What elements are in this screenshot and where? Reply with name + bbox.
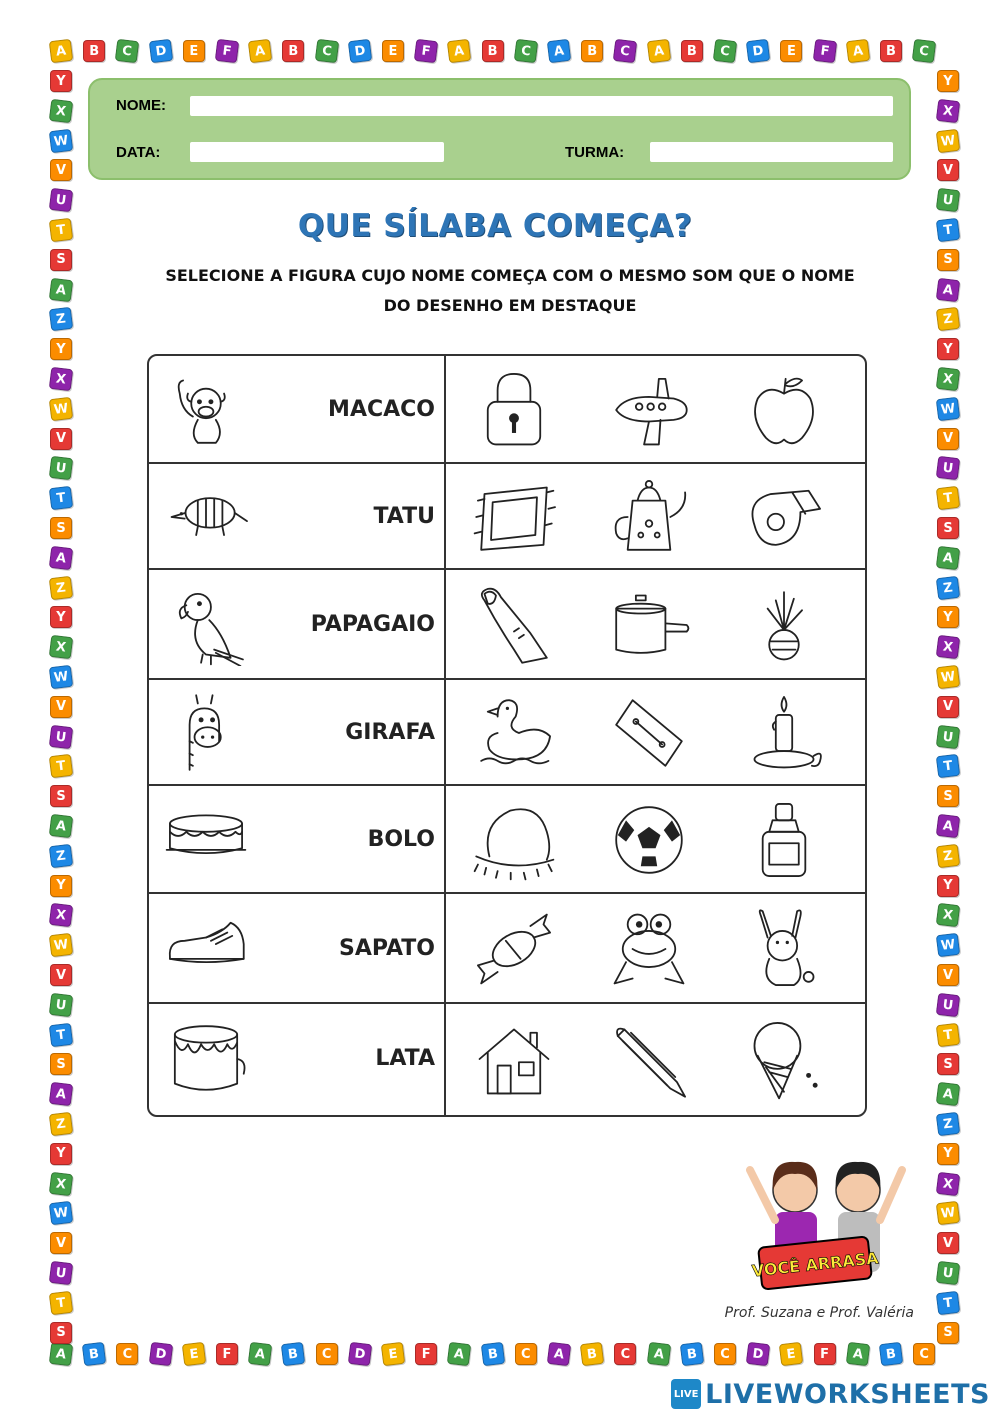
letter-block: U (936, 1261, 961, 1286)
instructions-line-2: DO DESENHO EM DESTAQUE (383, 296, 637, 315)
letter-block: E (381, 1342, 406, 1367)
letter-block: D (148, 39, 173, 64)
letter-block: A (547, 39, 572, 64)
finger-icon[interactable] (469, 584, 559, 670)
pineapple-icon[interactable] (739, 584, 829, 670)
letter-block: D (746, 39, 771, 64)
letter-block: T (49, 486, 74, 511)
letter-block: Z (936, 844, 961, 869)
letter-block: A (846, 1342, 871, 1367)
rug-icon[interactable] (469, 476, 559, 562)
letter-block: Y (937, 70, 959, 92)
letter-block: U (49, 1261, 74, 1286)
letter-block: Z (936, 575, 961, 600)
letter-block: B (480, 1342, 505, 1367)
letter-block: U (49, 188, 74, 213)
letter-block: Y (50, 875, 72, 897)
letter-block: U (49, 724, 74, 749)
letter-block: S (937, 1053, 959, 1075)
liveworksheets-brand[interactable] (671, 1376, 990, 1412)
letter-block: B (282, 40, 304, 62)
letter-block: Z (49, 575, 74, 600)
letter-block: A (248, 1342, 273, 1367)
letter-block: A (447, 1342, 472, 1367)
letter-block: X (936, 635, 961, 660)
row-word: SAPATO (338, 936, 435, 961)
letter-block: D (746, 1342, 771, 1367)
frog-icon[interactable] (604, 908, 694, 994)
letter-block: W (49, 1201, 74, 1226)
letter-block: W (936, 1201, 961, 1226)
letter-block: S (50, 517, 72, 539)
letter-block: F (216, 1343, 238, 1365)
letter-block: C (713, 39, 738, 64)
letter-block: U (936, 188, 961, 213)
paint-can-icon (161, 1018, 251, 1104)
candy-icon[interactable] (469, 908, 559, 994)
letter-block: U (936, 993, 961, 1018)
letter-block: V (50, 964, 72, 986)
nome-label: NOME: (116, 97, 166, 114)
credit-text: Prof. Suzana e Prof. Valéria (724, 1305, 914, 1321)
letter-block: A (49, 277, 74, 302)
letter-block: C (613, 39, 638, 64)
page-title: QUE SÍLABA COMEÇA? (297, 208, 693, 244)
letter-block: U (936, 724, 961, 749)
badge-text: VOCÊ ARRASA (750, 1248, 880, 1281)
letter-block: X (49, 99, 74, 124)
letter-block: X (936, 367, 961, 392)
letter-block: S (50, 249, 72, 271)
teachers-badge-image (740, 1150, 910, 1298)
letter-block: Z (936, 1112, 961, 1137)
exercise-row (149, 1004, 865, 1113)
letter-block: U (49, 456, 74, 481)
letter-block: E (779, 1342, 804, 1367)
data-field[interactable] (190, 142, 444, 162)
letter-block: A (646, 39, 671, 64)
letter-block: S (937, 1322, 959, 1344)
letter-block: V (937, 1232, 959, 1254)
letter-block: A (49, 814, 74, 839)
letter-block: Y (50, 70, 72, 92)
letter-block: E (382, 40, 404, 62)
letter-block: Z (936, 307, 961, 332)
candle-icon[interactable] (739, 692, 829, 778)
row-word: TATU (373, 504, 435, 529)
letter-block: T (936, 754, 961, 779)
letter-block: A (248, 39, 273, 64)
row-word: PAPAGAIO (310, 612, 435, 637)
letter-block: Z (49, 307, 74, 332)
letter-block: S (50, 1322, 72, 1344)
letter-block: D (348, 1342, 373, 1367)
letter-block: D (148, 1342, 173, 1367)
letter-block: A (936, 546, 961, 571)
letter-block: Y (50, 606, 72, 628)
letter-block: A (936, 1082, 961, 1107)
letter-block: U (936, 456, 961, 481)
letter-block: X (936, 1171, 961, 1196)
letter-block: F (415, 1343, 437, 1365)
duck-icon[interactable] (469, 692, 559, 778)
parrot-icon (161, 584, 251, 670)
letter-block: B (580, 1342, 605, 1367)
letter-block: E (182, 1342, 207, 1367)
hat-icon[interactable] (469, 799, 559, 885)
exercise-row (149, 786, 865, 894)
letter-block: F (812, 39, 837, 64)
letter-block: B (281, 1342, 306, 1367)
letter-block: A (846, 39, 871, 64)
letter-block: B (581, 40, 603, 62)
letter-block: S (937, 249, 959, 271)
exercise-row (149, 680, 865, 786)
letter-block: F (215, 39, 240, 64)
letter-block: C (714, 1343, 736, 1365)
row-word: MACACO (328, 397, 435, 422)
letter-block: S (937, 517, 959, 539)
letter-block: B (681, 40, 703, 62)
exercise-row (149, 356, 865, 464)
letter-block: U (49, 993, 74, 1018)
padlock-icon[interactable] (469, 369, 559, 455)
letter-block: Z (49, 844, 74, 869)
letter-block: B (880, 40, 902, 62)
letter-block: V (50, 428, 72, 450)
letter-block: T (49, 1291, 74, 1316)
letter-block: V (50, 1232, 72, 1254)
letter-block: W (49, 128, 74, 153)
apple-icon[interactable] (739, 369, 829, 455)
letter-block: B (83, 40, 105, 62)
cake-icon (161, 799, 251, 885)
whistle-icon[interactable] (739, 476, 829, 562)
turma-label: TURMA: (565, 144, 625, 161)
letter-block: Z (49, 1112, 74, 1137)
letter-block: C (515, 1343, 537, 1365)
letter-block: B (680, 1342, 705, 1367)
letter-block: V (50, 159, 72, 181)
letter-block: W (936, 397, 961, 422)
ball-icon[interactable] (604, 799, 694, 885)
letter-block: A (49, 1342, 74, 1367)
letter-block: A (49, 1082, 74, 1107)
giraffe-icon (161, 692, 251, 778)
letter-block: A (447, 39, 472, 64)
brand-name: LIVEWORKSHEETS (705, 1378, 990, 1410)
letter-block: C (912, 39, 937, 64)
letter-block: Y (50, 338, 72, 360)
letter-block: T (49, 218, 74, 243)
monkey-icon (161, 369, 251, 455)
letter-block: F (414, 39, 439, 64)
letter-block: Y (937, 338, 959, 360)
armadillo-icon (161, 476, 251, 562)
letter-block: E (780, 40, 802, 62)
letter-block: E (183, 40, 205, 62)
letter-block: A (936, 814, 961, 839)
letter-block: S (937, 785, 959, 807)
letter-block: C (314, 39, 339, 64)
letter-block: W (936, 933, 961, 958)
letter-block: S (50, 785, 72, 807)
nome-field[interactable] (190, 96, 893, 116)
letter-block: W (49, 665, 74, 690)
letter-block: A (936, 277, 961, 302)
letter-block: W (49, 397, 74, 422)
letter-block: D (348, 39, 373, 64)
turma-field[interactable] (650, 142, 893, 162)
letter-block: Y (937, 875, 959, 897)
letter-block: A (547, 1342, 572, 1367)
letter-block: T (936, 1022, 961, 1047)
letter-block: T (936, 486, 961, 511)
letter-block: C (514, 39, 539, 64)
letter-block: C (316, 1343, 338, 1365)
row-word: GIRAFA (345, 720, 435, 745)
rabbit-icon[interactable] (739, 908, 829, 994)
letter-block: V (937, 964, 959, 986)
razor-blade-icon[interactable] (604, 692, 694, 778)
letter-block: S (50, 1053, 72, 1075)
pencil-icon[interactable] (604, 1018, 694, 1104)
row-word: LATA (375, 1045, 435, 1071)
letter-block: Y (937, 606, 959, 628)
letter-block: C (115, 39, 140, 64)
letter-block: V (937, 696, 959, 718)
letter-block: A (49, 39, 74, 64)
letter-block: C (913, 1343, 935, 1365)
letter-block: T (936, 1291, 961, 1316)
letter-block: A (646, 1342, 671, 1367)
letter-block: X (936, 903, 961, 928)
exercise-row (149, 464, 865, 570)
letter-block: W (936, 128, 961, 153)
letter-block: X (49, 1171, 74, 1196)
student-info-box (88, 78, 911, 180)
letter-block: B (879, 1342, 904, 1367)
letter-block: Y (937, 1143, 959, 1165)
letter-block: B (82, 1342, 107, 1367)
letter-block: X (49, 903, 74, 928)
exercise-table (147, 354, 867, 1117)
airplane-icon[interactable] (604, 369, 694, 455)
letter-block: X (49, 367, 74, 392)
data-label: DATA: (116, 144, 161, 161)
letter-block: T (49, 754, 74, 779)
exercise-row (149, 894, 865, 1004)
letter-block: X (49, 635, 74, 660)
liveworksheets-logo-icon: LIVE (671, 1379, 701, 1409)
letter-block: C (614, 1343, 636, 1365)
teapot-icon[interactable] (604, 476, 694, 562)
pan-icon[interactable] (604, 584, 694, 670)
letter-block: T (936, 218, 961, 243)
letter-block: V (50, 696, 72, 718)
letter-block: X (936, 99, 961, 124)
instructions-line-1: SELECIONE A FIGURA CUJO NOME COMEÇA COM O MESMO SOM QUE O NOME (165, 266, 855, 285)
glue-bottle-icon[interactable] (739, 799, 829, 885)
letter-block: V (937, 428, 959, 450)
letter-block: W (936, 665, 961, 690)
letter-block: V (937, 159, 959, 181)
letter-block: C (116, 1343, 138, 1365)
letter-block: F (814, 1343, 836, 1365)
letter-block: W (49, 933, 74, 958)
shoe-icon (161, 908, 251, 994)
letter-block: T (49, 1022, 74, 1047)
letter-block: B (482, 40, 504, 62)
exercise-row (149, 570, 865, 680)
ice-cream-icon[interactable] (739, 1018, 829, 1104)
row-word: BOLO (367, 827, 435, 852)
letter-block: Y (50, 1143, 72, 1165)
house-icon[interactable] (469, 1018, 559, 1104)
letter-block: A (49, 546, 74, 571)
